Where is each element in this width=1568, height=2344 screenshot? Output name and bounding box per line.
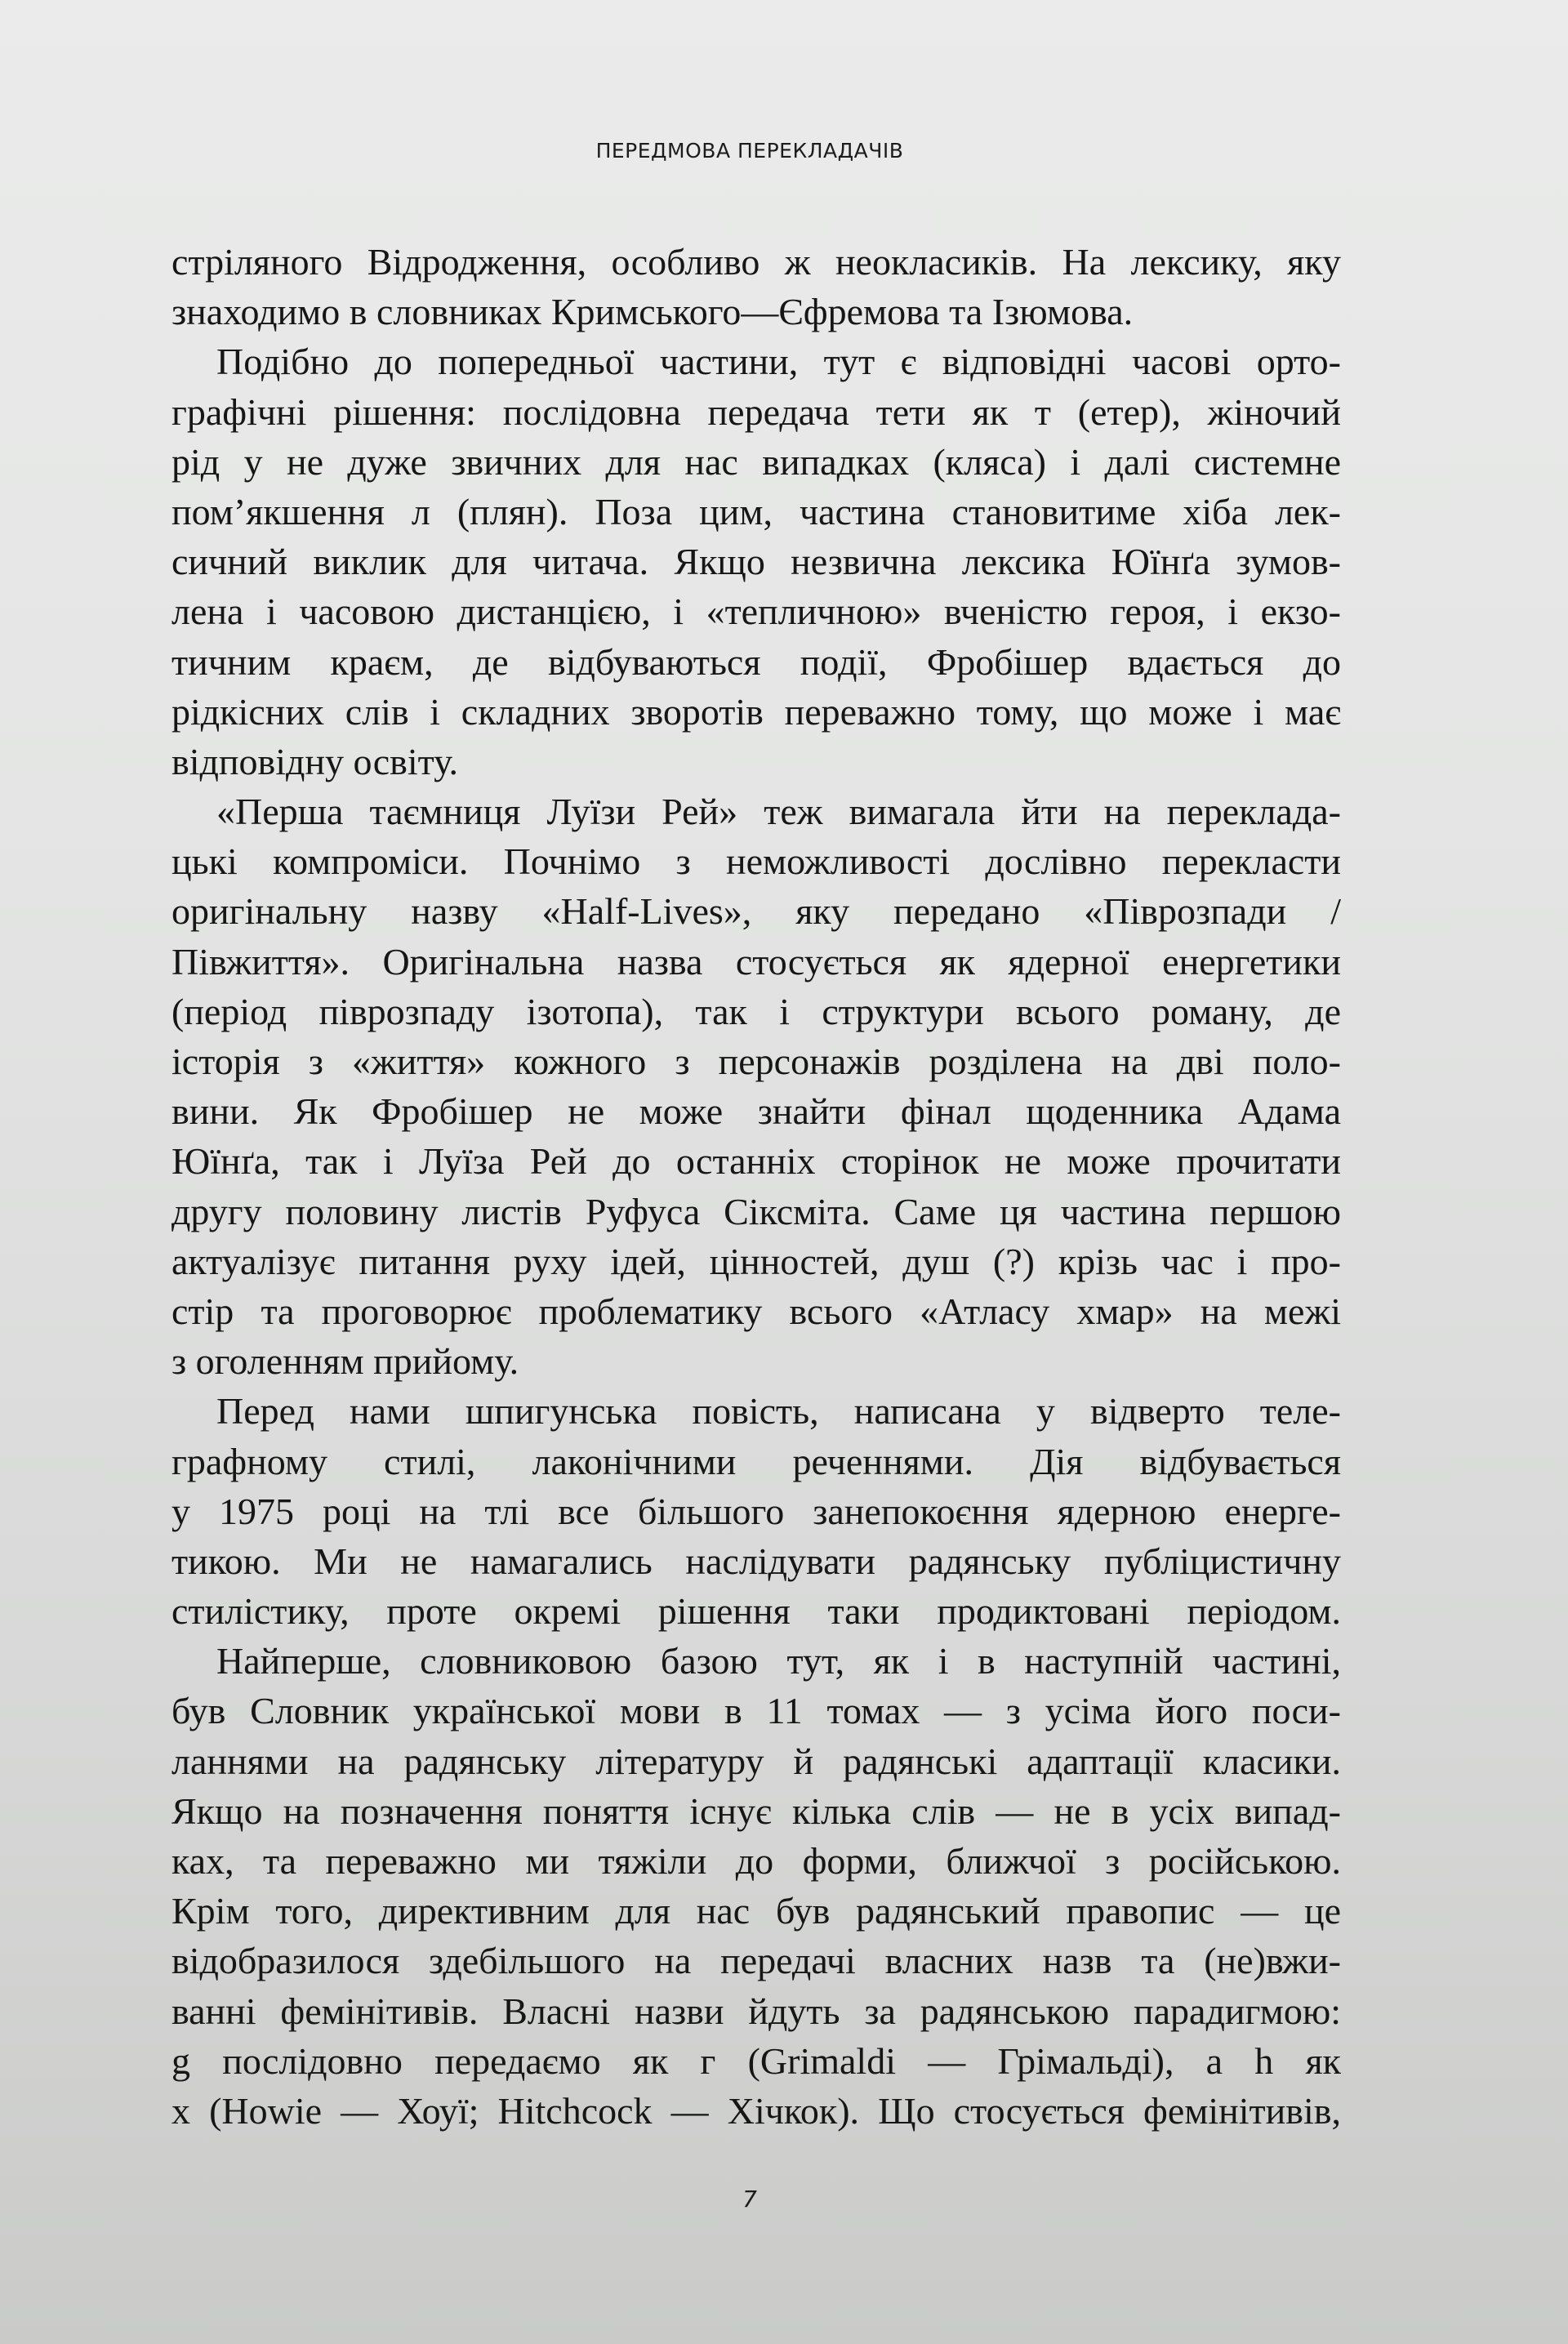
- text-line: відобразилося здебільшого на передачі власних назв та (не)вжи-: [172, 1940, 1341, 1982]
- paragraph: [172, 237, 1341, 336]
- text-line: актуалізує питання руху ідей, цінностей, душ (?) крізь час і про-: [172, 1240, 1341, 1282]
- text-line: відповідну освіту.: [172, 740, 458, 782]
- paragraph: [172, 1386, 1341, 1636]
- text-line: Подібно до попередньої частини, тут є відповідні часові орто-: [216, 341, 1341, 383]
- text-line: був Словник української мови в 11 томах — з усіма його поси-: [172, 1690, 1341, 1732]
- text-line: історія з «життя» кожного з персонажів розділена на дві поло-: [172, 1041, 1341, 1082]
- text-line: тичним краєм, де відбуваються події, Фробішер вдається до: [172, 640, 1341, 683]
- text-line: стріляного Відродження, особливо ж неокласиків. На лексику, яку: [172, 241, 1341, 283]
- text-line: x (Howie — Хоуї; Hitchcock — Хічкок). Що стосується фемінітивів,: [172, 2089, 1341, 2132]
- text-line: графічні рішення: послідовна передача тети як т (етер), жіночий: [172, 390, 1341, 433]
- page-number: 7: [742, 2186, 757, 2213]
- text-line: вини. Як Фробішер не може знайти фінал щоденника Адама: [172, 1090, 1341, 1133]
- text-line: Півжиття». Оригінальна назва стосується як ядерної енергетики: [172, 940, 1341, 983]
- text-line: Юїнґа, так і Луїза Рей до останніх сторінок не може прочитати: [172, 1140, 1341, 1183]
- text-line: тикою. Ми не намагались наслідувати радянську публіцистичну: [172, 1540, 1341, 1582]
- paragraph: [172, 787, 1341, 1386]
- text-line: лена і часовою дистанцією, і «тепличною» вченістю героя, і екзо-: [172, 590, 1341, 633]
- text-line: другу половину листів Руфуса Сіксміта. Саме ця частина першою: [172, 1190, 1341, 1232]
- paragraph: [172, 336, 1341, 787]
- body-text: [172, 237, 1341, 2136]
- text-line: оригінальну назву «Half-Lives», яку передано «Піврозпади /: [172, 890, 1341, 933]
- paragraph: [172, 1636, 1341, 2136]
- text-line: сичний виклик для читача. Якщо незвична лексика Юїнґа зумов-: [172, 541, 1341, 583]
- text-line: ланнями на радянську літературу й радянські адаптації класики.: [172, 1740, 1341, 1782]
- text-line: знаходимо в словниках Кримського—Єфремова та Ізюмова.: [172, 291, 1134, 333]
- text-line: Перед нами шпигунська повість, написана у відверто теле-: [216, 1390, 1341, 1433]
- text-line: пом’якшення л (плян). Поза цим, частина становитиме хіба лек-: [172, 490, 1341, 533]
- text-line: стір та проговорює проблематику всього «Атласу хмар» на межі: [172, 1290, 1341, 1332]
- text-line: стилістику, проте окремі рішення таки продиктовані періодом.: [172, 1590, 1341, 1633]
- text-line: ках, та переважно ми тяжіли до форми, ближчої з російською.: [172, 1840, 1341, 1882]
- text-line: цькі компроміси. Почнімо з неможливості дослівно перекласти: [172, 840, 1341, 883]
- text-line: рідкісних слів і складних зворотів переважно тому, що може і має: [172, 690, 1341, 733]
- text-line: (період піврозпаду ізотопа), так і структури всього роману, де: [172, 990, 1341, 1032]
- text-line: Якщо на позначення поняття існує кілька слів — не в усіх випад-: [172, 1789, 1341, 1832]
- text-line: з оголенням прийому.: [172, 1340, 519, 1383]
- text-line: Крім того, директивним для нас був радянський правопис — це: [172, 1890, 1341, 1932]
- text-line: g послідовно передаємо як г (Grimaldi — Грімальді), а h як: [172, 2039, 1341, 2082]
- running-header: ПЕРЕДМОВА ПЕРЕКЛАДАЧІВ: [595, 139, 904, 163]
- text-line: Найперше, словниковою базою тут, як і в наступній частині,: [216, 1640, 1341, 1682]
- text-line: «Перша таємниця Луїзи Рей» теж вимагала йти на переклада-: [216, 791, 1341, 833]
- text-line: рід у не дуже звичних для нас випадках (кляса) і далі системне: [172, 440, 1341, 483]
- text-line: у 1975 році на тлі все більшого занепокоєння ядерною енерге-: [172, 1490, 1341, 1532]
- text-line: ванні фемінітивів. Власні назви йдуть за радянською парадигмою:: [172, 1990, 1341, 2032]
- text-line: графному стилі, лаконічними реченнями. Дія відбувається: [172, 1440, 1341, 1482]
